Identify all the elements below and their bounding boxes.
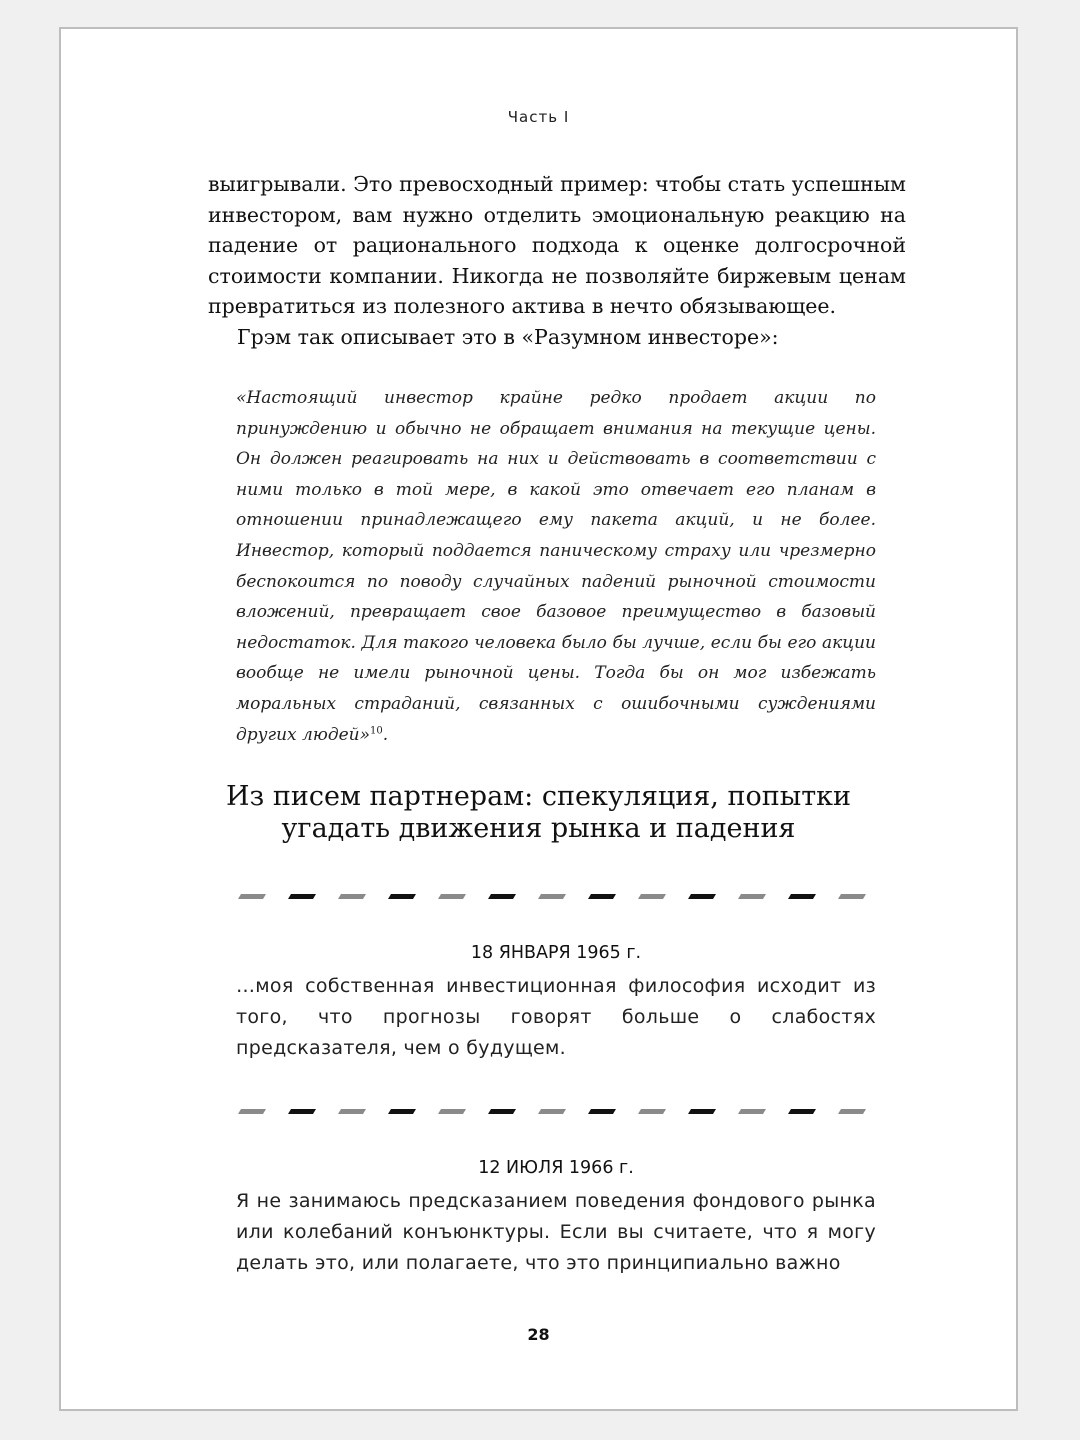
divider-dash [688, 894, 716, 899]
quote-end: . [382, 724, 389, 745]
divider-dash [438, 894, 466, 899]
letter-date: 18 ЯНВАРЯ 1965 г. [470, 943, 642, 963]
letter-text: Я не занимаюсь предсказанием поведения фондового рынка или колебаний конъюнктуры. Если вы считаете, что я могу делать это, или полагаете, что это принципиально важно [236, 1190, 876, 1274]
divider-dash [688, 1109, 716, 1114]
divider-dash [638, 894, 666, 899]
section-title-line: угадать движения рынка и падения [281, 813, 796, 844]
paragraph-text: выигрывали. Это превосходный пример: чтобы стать успешным инвестором, вам нужно отделить эмоциональную реакцию на падение от рационального подхода к оценке долгосрочной стоимости компании. Никогда не позволяйте биржевым ценам превратиться из полезного актива в нечто обязывающее. [208, 172, 906, 318]
letter-date: 12 ИЮЛЯ 1966 г. [478, 1158, 634, 1178]
divider-dash [238, 1109, 266, 1114]
divider-dash [788, 894, 816, 899]
divider-dash [388, 1109, 416, 1114]
divider-dash [588, 894, 616, 899]
body-paragraph [208, 169, 906, 322]
divider-dash [788, 1109, 816, 1114]
divider-dash [838, 894, 866, 899]
divider-dash [538, 894, 566, 899]
section-title-line: Из писем партнерам: спекуляция, попытки [225, 781, 852, 812]
divider-dash [838, 1109, 866, 1114]
divider-dash [488, 1109, 516, 1114]
running-head: Часть I [507, 108, 570, 126]
page-number: 28 [527, 1325, 550, 1344]
divider-dash [338, 894, 366, 899]
divider-dash [738, 894, 766, 899]
block-quote [236, 383, 876, 750]
book-page [59, 27, 1018, 1411]
divider-dash [438, 1109, 466, 1114]
divider-dash [538, 1109, 566, 1114]
divider-dash [288, 894, 316, 899]
dashed-divider [236, 1106, 866, 1118]
divider-dash [288, 1109, 316, 1114]
dashed-divider [236, 891, 866, 903]
paragraph-text: Грэм так описывает это в «Разумном инвесторе»: [237, 325, 779, 349]
letter-text: …моя собственная инвестиционная философия исходит из того, что прогнозы говорят больше о слабостях предсказателя, чем о будущем. [236, 975, 876, 1059]
divider-dash [238, 894, 266, 899]
divider-dash [338, 1109, 366, 1114]
footnote-marker: 10 [370, 724, 383, 736]
divider-dash [738, 1109, 766, 1114]
quote-text: «Настоящий инвестор крайне редко продает акции по принуждению и обычно не обращает внимания на текущие цены. Он должен реагировать на них и действовать в соответствии с ними только в той мере, в какой это отвечает его планам в отношении принадлежащего ему пакета акций, и не более. Инвестор, который поддается паническому страху или чрезмерно беспокоится по поводу случайных падений рыночной стоимости вложений, превращает свое базовое преимущество в базовый недостаток. Для такого человека было бы лучше, если бы его акции вообще не имели рыночной цены. Тогда бы он мог избежать моральных страданий, связанных с ошибочными суждениями других людей» [236, 388, 876, 745]
section-title [161, 781, 916, 845]
body-paragraph [208, 322, 906, 353]
divider-dash [488, 894, 516, 899]
divider-dash [388, 894, 416, 899]
divider-dash [588, 1109, 616, 1114]
divider-dash [638, 1109, 666, 1114]
